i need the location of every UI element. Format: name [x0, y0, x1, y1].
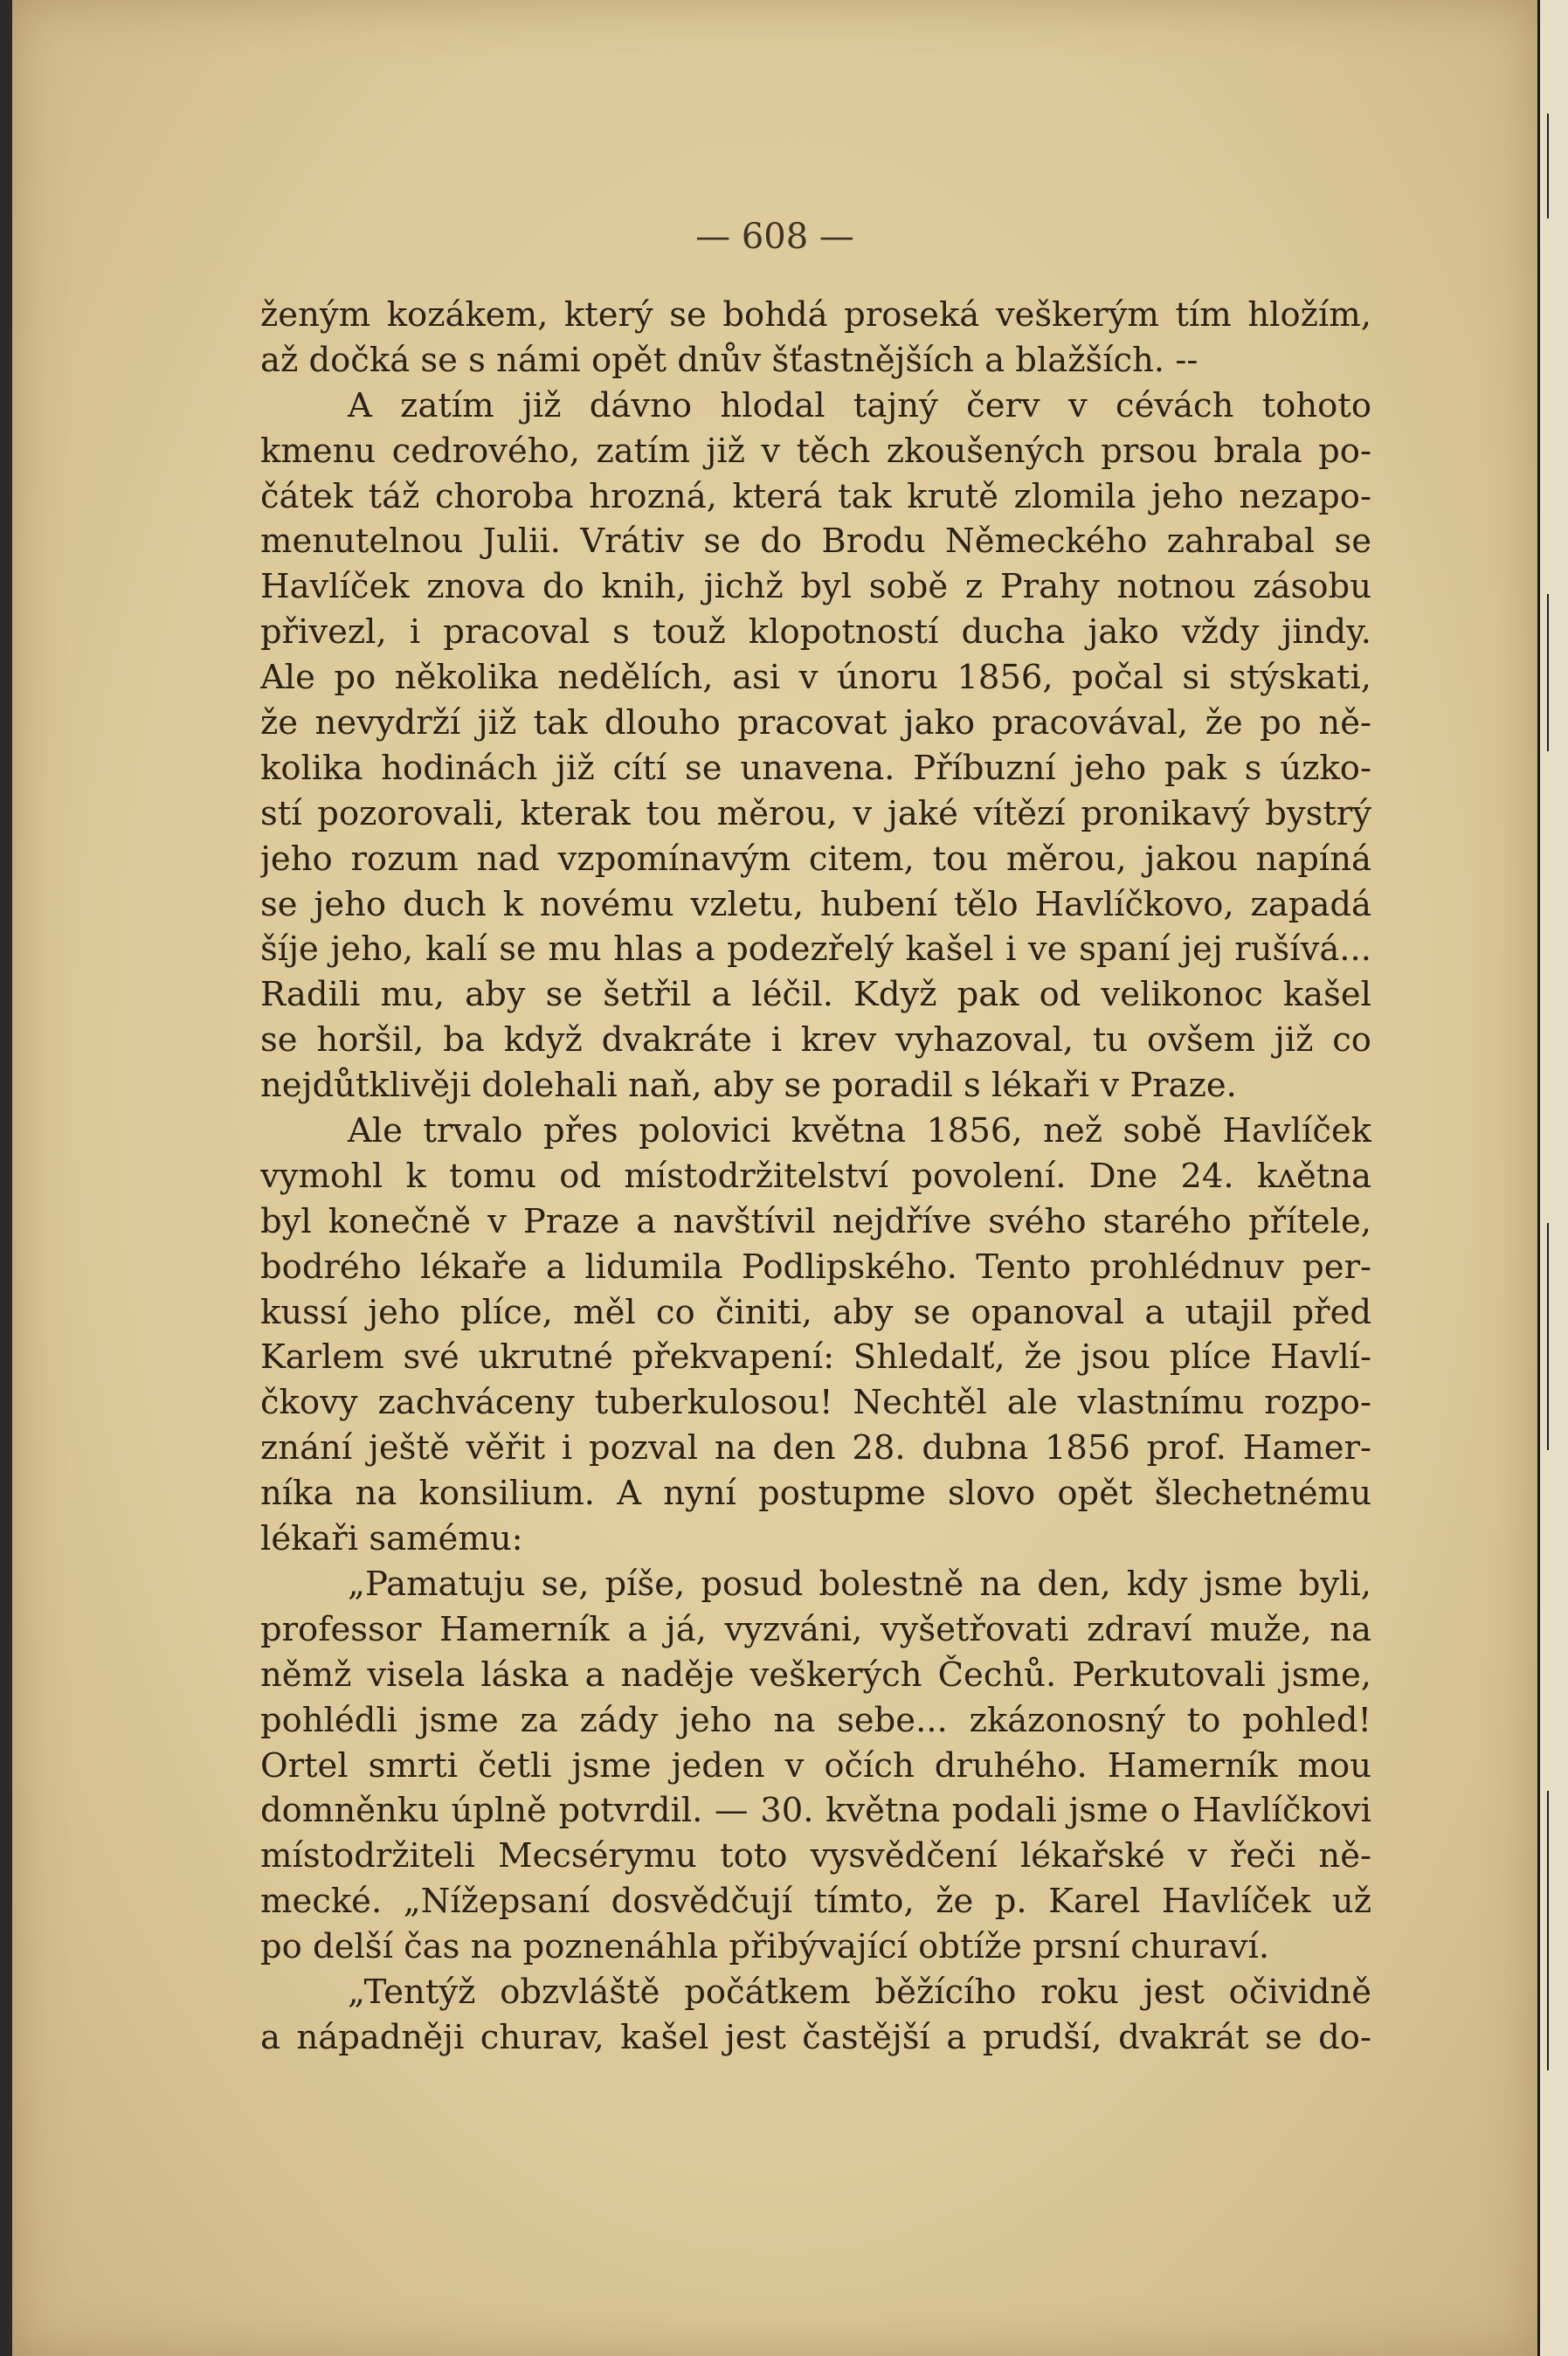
text-line: šíje jeho, kalí se mu hlas a podezřelý kašel i ve spaní jej rušívá...	[260, 929, 1371, 970]
text-line: znání ještě věřit i pozval na den 28. dubna 1856 prof. Hamer-	[260, 1428, 1371, 1468]
text-line: Havlíček znova do knih, jichž byl sobě z Prahy notnou zásobu	[260, 567, 1371, 607]
text-line: jeho rozum nad vzpomínavým citem, tou měrou, jakou napíná	[260, 839, 1371, 879]
text-line: Radili mu, aby se šetřil a léčil. Když pak od velikonoc kašel	[260, 975, 1371, 1015]
text-line: byl konečně v Praze a navštívil nejdříve svého starého přítele,	[260, 1201, 1371, 1241]
text-line: Ale trvalo přes polovici května 1856, než sobě Havlíček	[348, 1111, 1371, 1151]
text-line: stí pozorovali, kterak tou měrou, v jaké vítězí pronikavý bystrý	[260, 793, 1371, 833]
text-line: kussí jeho plíce, měl co činiti, aby se opanoval a utajil před	[260, 1292, 1371, 1332]
text-line: pohlédli jsme za zády jeho na sebe... zkázonosný to pohled!	[260, 1700, 1371, 1740]
body-text	[260, 293, 1371, 2061]
text-line: domněnku úplně potvrdil. — 30. května podali jsme o Havlíčkovi	[260, 1791, 1371, 1831]
text-line: mecké. „Nížepsaní dosvědčují tímto, že p. Karel Havlíček už	[260, 1882, 1371, 1922]
text-line: A zatím již dávno hlodal tajný červ v cévách tohoto	[348, 385, 1371, 425]
text-line: Karlem své ukrutné překvapení: Shledalť, že jsou plíce Havlí-	[260, 1337, 1371, 1378]
text-line: kolika hodinách již cítí se unavena. Příbuzní jeho pak s úzko-	[260, 748, 1371, 788]
text-line: professor Hamerník a já, vyzváni, vyšetřovati zdraví muže, na	[260, 1609, 1371, 1649]
text-line: přivezl, i pracoval s touž klopotností ducha jako vždy jindy.	[260, 612, 1371, 653]
text-line: se horšil, ba když dvakráte i krev vyhazoval, tu ovšem již co	[260, 1020, 1371, 1061]
text-line: „Tentýž obzvláště počátkem běžícího roku jest očividně	[348, 1972, 1371, 2012]
text-line: Ale po několika nedělích, asi v únoru 1856, počal si stýskati,	[260, 658, 1371, 698]
text-line: po delší čas na poznenáhla přibývající obtíže prsní churaví.	[260, 1927, 1270, 1967]
text-line: a nápadněji churav, kašel jest častější a prudší, dvakrát se do-	[260, 2017, 1371, 2057]
book-page	[12, 0, 1537, 2356]
text-line: lékaři samému:	[260, 1519, 523, 1559]
text-line: bodrého lékaře a lidumila Podlipského. Tento prohlédnuv per-	[260, 1247, 1371, 1287]
text-line: až dočká se s námi opět dnův šťastnějších a blažších. --	[260, 340, 1198, 380]
text-line: kmenu cedrového, zatím již v těch zkoušených prsou brala po-	[260, 431, 1371, 471]
text-line: ženým kozákem, který se bohdá proseká veškerým tím hložím,	[260, 295, 1371, 335]
adjacent-page-edge	[1537, 0, 1568, 2356]
text-line: Ortel smrti četli jsme jeden v očích druhého. Hamerník mou	[260, 1745, 1371, 1786]
text-line: vymohl k tomu od místodržitelství povolení. Dne 24. kʌětna	[260, 1156, 1371, 1196]
text-line: němž visela láska a naděje veškerých Čechů. Perkutovali jsme,	[260, 1655, 1371, 1695]
text-line: místodržiteli Mecsérymu toto vysvědčení lékařské v řeči ně-	[260, 1836, 1371, 1876]
text-line: že nevydrží již tak dlouho pracovat jako pracovával, že po ně-	[260, 703, 1371, 743]
page-number: — 608 —	[695, 217, 854, 257]
text-line: čkovy zachváceny tuberkulosou! Nechtěl ale vlastnímu rozpo-	[260, 1383, 1371, 1423]
text-line: čátek táž choroba hrozná, která tak krutě zlomila jeho nezapo-	[260, 476, 1371, 516]
text-line: se jeho duch k novému vzletu, hubení tělo Havlíčkovo, zapadá	[260, 884, 1371, 924]
text-line: „Pamatuju se, píše, posud bolestně na den, kdy jsme byli,	[348, 1564, 1371, 1604]
text-line: menutelnou Julii. Vrátiv se do Brodu Německého zahrabal se	[260, 522, 1371, 562]
text-line: níka na konsilium. A nyní postupme slovo opět šlechetnému	[260, 1474, 1371, 1514]
text-line: nejdůtklivěji dolehali naň, aby se poradil s lékaři v Praze.	[260, 1066, 1237, 1106]
